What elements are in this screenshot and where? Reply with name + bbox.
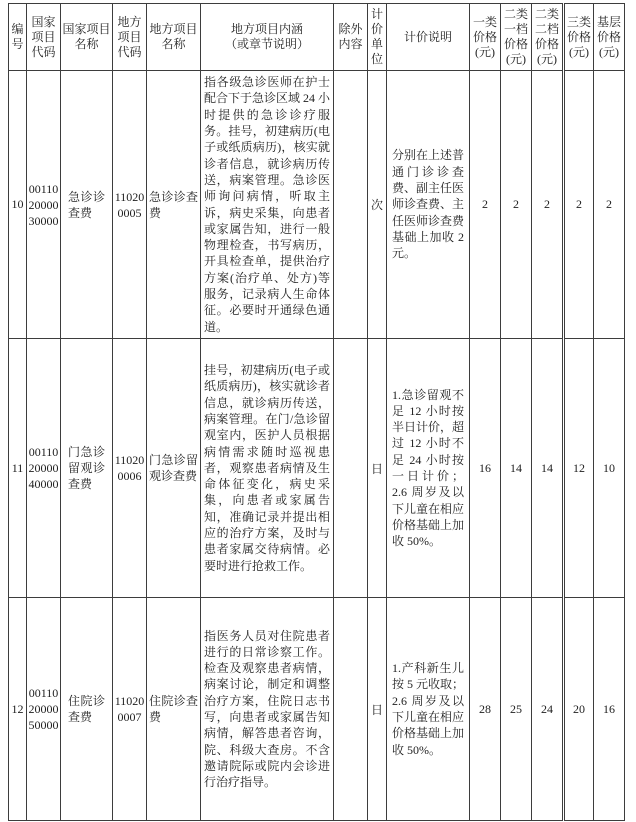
- row-national-name: 门急诊留观诊查费: [61, 339, 113, 598]
- row-price-class3: 12: [564, 339, 594, 598]
- header-description-line1: 地方项目内涵: [230, 22, 303, 36]
- code-line: 00110: [28, 445, 59, 459]
- row-local-code: [113, 598, 147, 821]
- header-price-class1: 一类价格(元): [470, 4, 501, 71]
- row-unit: 日: [368, 598, 387, 821]
- row-national-name: 急诊诊查费: [61, 71, 113, 339]
- table-row-11: [9, 339, 625, 598]
- row-note: 1.急诊留观不足 12 小时按半日计价，超过 12 小时不足 24 小时按一日计价；2.6 周岁及以下儿童在相应价格基础上加收 50%。: [387, 339, 470, 598]
- row-exclusion: [334, 598, 368, 821]
- header-serial: 编号: [9, 4, 27, 71]
- code-line: 11020: [114, 694, 145, 708]
- header-local-name: 地方项目名称: [147, 4, 201, 71]
- header-row: [9, 4, 625, 71]
- row-local-name: 急诊诊查费: [147, 71, 201, 339]
- header-national-code: 国家项目代码: [27, 4, 61, 71]
- row-note: 1.产科新生儿按 5 元收取；2.6 周岁及以下儿童在相应价格基础上加收 50%。: [387, 598, 470, 821]
- row-serial: 12: [9, 598, 27, 821]
- header-national-name: 国家项目名称: [61, 4, 113, 71]
- row-price-class2-tier1: 2: [501, 71, 532, 339]
- row-exclusion: [334, 71, 368, 339]
- row-note: 分别在上述普通门诊诊查费、副主任医师诊查费、主任医师诊查费基础上加收 2 元。: [387, 71, 470, 339]
- row-national-code: [27, 598, 61, 821]
- row-national-name: 住院诊查费: [61, 598, 113, 821]
- row-description: 指各级急诊医师在护士配合下于急诊区域 24 小时提供的急诊诊疗服务。挂号，初建病历(电子或纸质病历)，核实就诊者信息，就诊病历传送，病案管理。急诊医师询问病情，听取主诉，病史采集，向患者或家属告知，进行一般物理检查，书写病历，开具检查单，提供治疗方案(治疗单、处方)等服务，记录病人生命体征。必要时开通绿色通道。: [201, 71, 334, 339]
- row-local-name: 门急诊留观诊查费: [147, 339, 201, 598]
- pricing-table: [8, 3, 625, 821]
- header-exclusion: 除外内容: [334, 4, 368, 71]
- header-description-line2: （或章节说明）: [224, 37, 309, 51]
- row-unit: 日: [368, 339, 387, 598]
- row-price-base: 10: [594, 339, 625, 598]
- header-note: 计价说明: [387, 4, 470, 71]
- row-price-base: 2: [594, 71, 625, 339]
- header-price-base: 基层价格(元): [594, 4, 625, 71]
- row-price-class1: 28: [470, 598, 501, 821]
- row-price-class2-tier2: 2: [532, 71, 564, 339]
- row-price-base: 16: [594, 598, 625, 821]
- code-line: 0006: [117, 469, 142, 483]
- row-serial: 10: [9, 71, 27, 339]
- code-line: 20000: [28, 461, 59, 475]
- row-local-name: 住院诊查费: [147, 598, 201, 821]
- row-serial: 11: [9, 339, 27, 598]
- row-price-class3: 20: [564, 598, 594, 821]
- code-line: 40000: [28, 477, 59, 491]
- code-line: 11020: [114, 189, 145, 204]
- code-line: 50000: [28, 718, 59, 732]
- table-row-10: [9, 71, 625, 339]
- row-price-class2-tier1: 25: [501, 598, 532, 821]
- row-national-code: [27, 339, 61, 598]
- row-local-code: [113, 71, 147, 339]
- row-price-class1: 16: [470, 339, 501, 598]
- row-national-code: [27, 71, 61, 339]
- row-unit: 次: [368, 71, 387, 339]
- code-line: 00110: [28, 686, 59, 700]
- header-price-class2-tier1: 二类一档价格(元): [501, 4, 532, 71]
- row-description: 挂号，初建病历(电子或纸质病历)，核实就诊者信息，就诊病历传送，病案管理。在门/急诊留观室内，医护人员根据病情需求随时巡视患者，观察患者病情及生命体征变化，病史采集，向患者或家属告知，准确记录并提出相应的治疗方案，及时与患者家属交待病情。必要时进行抢救工作。: [201, 339, 334, 598]
- row-price-class2-tier2: 14: [532, 339, 564, 598]
- code-line: 0007: [117, 710, 142, 724]
- code-line: 11020: [114, 453, 145, 467]
- header-description: [201, 4, 334, 71]
- header-price-class3: 三类价格(元): [564, 4, 594, 71]
- code-line: 20000: [28, 197, 59, 212]
- code-line: 0005: [117, 205, 142, 220]
- row-price-class1: 2: [470, 71, 501, 339]
- code-line: 00110: [28, 181, 59, 196]
- code-line: 30000: [28, 213, 59, 228]
- code-line: 20000: [28, 702, 59, 716]
- header-unit: 计价单位: [368, 4, 387, 71]
- row-price-class2-tier1: 14: [501, 339, 532, 598]
- row-price-class3: 2: [564, 71, 594, 339]
- row-description: 指医务人员对住院患者进行的日常诊察工作。检查及观察患者病情，病案讨论，制定和调整治疗方案，住院日志书写，向患者或家属告知病情，解答患者咨询，院、科级大查房。不含邀请院际或院内会诊进行治疗指导。: [201, 598, 334, 821]
- table-row-12: [9, 598, 625, 821]
- row-exclusion: [334, 339, 368, 598]
- row-local-code: [113, 339, 147, 598]
- row-price-class2-tier2: 24: [532, 598, 564, 821]
- header-local-code: 地方项目代码: [113, 4, 147, 71]
- header-price-class2-tier2: 二类二档价格(元): [532, 4, 564, 71]
